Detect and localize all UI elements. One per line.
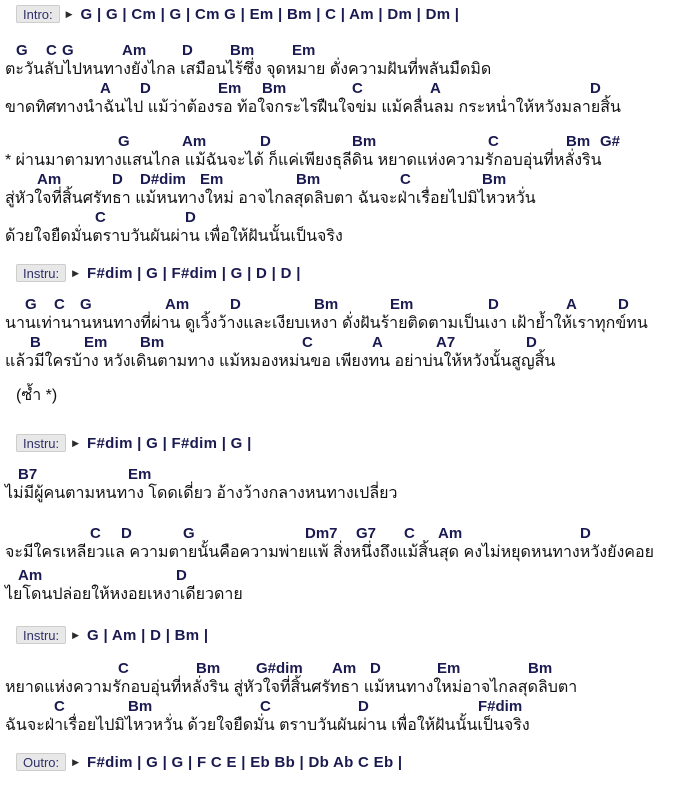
- chord: C: [302, 334, 313, 351]
- lyric-line: นานเท่านานหนทางที่ผ่าน ดูเวิ้งว้างและเงียบเหงา ดั่งฝันร้ายติดตามเป็นเงา เฝ้าย้ำให้เราทุกข์ทน: [5, 315, 648, 332]
- chord: G: [25, 296, 37, 313]
- chord: Am: [182, 133, 207, 150]
- chord-row: [0, 698, 680, 715]
- outro-section-badge[interactable]: [16, 753, 66, 771]
- chord: A: [372, 334, 383, 351]
- chord: D: [121, 525, 132, 542]
- chord: D: [176, 567, 187, 584]
- chord: D: [260, 133, 271, 150]
- lyric-line: จะมีใครเหลียวแล ความตายนั้นคือความพ่ายแพ้ สิ่งหนึ่งถึงแม้สิ้นสุด คงไม่หยุดหนทางหวังยังคอย: [5, 544, 654, 561]
- chord: G: [118, 133, 130, 150]
- chord: A: [100, 80, 111, 97]
- section-line-instru-3: [16, 625, 680, 645]
- chord: Bm: [482, 171, 507, 188]
- chord: Am: [37, 171, 62, 188]
- chord: Bm: [566, 133, 591, 150]
- chord: C: [488, 133, 499, 150]
- chord: Am: [122, 42, 147, 59]
- chord: D: [488, 296, 499, 313]
- play-arrow-icon[interactable]: ▶: [72, 267, 80, 278]
- chord: A: [566, 296, 577, 313]
- section-label: Intro:: [23, 6, 53, 22]
- lyric-line: ขาดทิศทางนำฉันไป แม้ว่าต้องรอ ท้อใจกระไรฝืนใจข่ม แม้คลื่นลม กระหน่ำให้หวังมลายสิ้น: [5, 99, 621, 116]
- chord: Bm: [196, 660, 221, 677]
- chord: Bm: [140, 334, 165, 351]
- chord: C: [95, 209, 106, 226]
- chord-row: [0, 171, 680, 188]
- section-label: Instru:: [23, 265, 60, 281]
- chord: Am: [18, 567, 43, 584]
- section-chord-bars: G | Am | D | Bm |: [87, 626, 209, 644]
- chord: Am: [165, 296, 190, 313]
- chord: Em: [292, 42, 316, 59]
- chord: Dm7: [305, 525, 338, 542]
- instru-2-section-badge[interactable]: [16, 434, 66, 452]
- section-chord-bars: F#dim | G | G | F C E | Eb Bb | Db Ab C Eb |: [87, 753, 403, 771]
- chord-row: [0, 567, 680, 584]
- chord: Bm: [230, 42, 255, 59]
- chord: G#: [600, 133, 621, 150]
- chord: Em: [128, 466, 152, 483]
- chord: D#dim: [140, 171, 186, 188]
- repeat-mark: (ซ้ำ *): [16, 387, 58, 404]
- chord: D: [370, 660, 381, 677]
- chord-sheet: [0, 4, 680, 772]
- chord: A7: [436, 334, 456, 351]
- chord: Em: [218, 80, 242, 97]
- lyric-line: * ผ่านมาตามทางแสนไกล แม้ฉันจะได้ ก็แค่เพียงธุลีดิน หยาดแห่งความรักอบอุ่นที่หลั่งริน: [5, 152, 602, 169]
- chord: C: [46, 42, 57, 59]
- chord: G: [80, 296, 92, 313]
- chord: Bm: [528, 660, 553, 677]
- chord: Am: [438, 525, 463, 542]
- lyric-line: ไม่มีผู้คนตามหนทาง โดดเดี่ยว อ้างว้างกลางหนทางเปลี่ยว: [5, 485, 398, 502]
- intro-section-badge[interactable]: [16, 5, 60, 23]
- chord: Em: [200, 171, 224, 188]
- lyric-line: สู่หัวใจที่สิ้นศรัทธา แม้หนทางใหม่ อาจไกลสุดลิบตา ฉันจะฝ่าเรื่อยไปมิไหวหวั่น: [5, 190, 536, 207]
- lyric-line: หยาดแห่งความรักอบอุ่นที่หลั่งริน สู่หัวใจที่สิ้นศรัทธา แม้หนทางใหม่อาจไกลสุดลิบตา: [5, 679, 578, 696]
- chord-row: [0, 42, 680, 59]
- section-chord-bars: F#dim | G | F#dim | G | D | D |: [87, 264, 301, 282]
- chord: G: [62, 42, 74, 59]
- chord: D: [590, 80, 601, 97]
- chord: C: [260, 698, 271, 715]
- chord: C: [400, 171, 411, 188]
- chord: D: [185, 209, 196, 226]
- section-label: Instru:: [23, 627, 60, 643]
- chord: F#dim: [478, 698, 523, 715]
- section-label: Outro:: [23, 754, 60, 770]
- chord: C: [404, 525, 415, 542]
- lyric-line: ด้วยใจยืดมั่นตราบวันผันผ่าน เพื่อให้ฝันนั้นเป็นจริง: [5, 228, 343, 245]
- section-label: Instru:: [23, 435, 60, 451]
- chord-row: [0, 334, 680, 351]
- play-arrow-icon[interactable]: ▶: [65, 8, 73, 19]
- chord: Em: [437, 660, 461, 677]
- chord: C: [54, 698, 65, 715]
- chord: Bm: [296, 171, 321, 188]
- section-line-intro: [16, 4, 680, 24]
- chord: D: [230, 296, 241, 313]
- section-chord-bars: G | G | Cm | G | Cm G | Em | Bm | C | Am | Dm | Dm |: [80, 5, 460, 23]
- instru-1-section-badge[interactable]: [16, 264, 66, 282]
- chord: D: [140, 80, 151, 97]
- chord: G7: [356, 525, 377, 542]
- chord-row: [0, 80, 680, 97]
- chord: C: [118, 660, 129, 677]
- chord: D: [526, 334, 537, 351]
- chord: D: [358, 698, 369, 715]
- section-line-outro: [16, 752, 680, 772]
- chord: G: [183, 525, 195, 542]
- chord: A: [430, 80, 441, 97]
- chord-row: [0, 660, 680, 677]
- chord: D: [618, 296, 629, 313]
- chord: C: [352, 80, 363, 97]
- chord-row: [0, 466, 680, 483]
- chord-row: [0, 525, 680, 542]
- chord: Em: [390, 296, 414, 313]
- chord: Am: [332, 660, 357, 677]
- chord: Bm: [128, 698, 153, 715]
- chord: G#dim: [256, 660, 303, 677]
- lyric-line: ไยโดนปล่อยให้หงอยเหงาเดียวดาย: [5, 586, 243, 603]
- chord-row: [0, 296, 680, 313]
- section-line-instru-2: [16, 433, 680, 453]
- play-arrow-icon[interactable]: ▶: [72, 629, 80, 640]
- play-arrow-icon[interactable]: ▶: [72, 756, 80, 767]
- chord: D: [580, 525, 591, 542]
- chord: D: [182, 42, 193, 59]
- chord: C: [54, 296, 65, 313]
- chord-row: [0, 133, 680, 150]
- lyric-line: ฉันจะฝ่าเรื่อยไปมิไหวหวั่น ด้วยใจยืดมั่น ตราบวันผันผ่าน เพื่อให้ฝันนั้นเป็นจริง: [5, 717, 530, 734]
- section-line-instru-1: [16, 263, 680, 283]
- section-chord-bars: F#dim | G | F#dim | G |: [87, 434, 252, 452]
- chord: B: [30, 334, 41, 351]
- chord: G: [16, 42, 28, 59]
- chord: Bm: [352, 133, 377, 150]
- chord: Em: [84, 334, 108, 351]
- play-arrow-icon[interactable]: ▶: [72, 437, 80, 448]
- chord: B7: [18, 466, 38, 483]
- instru-3-section-badge[interactable]: [16, 626, 66, 644]
- chord-row: [0, 209, 680, 226]
- chord: D: [112, 171, 123, 188]
- chord: Bm: [262, 80, 287, 97]
- lyric-line: แล้วมีใครบ้าง หวังเดินตามทาง แม้หมองหม่นขอ เพียงทน อย่าบ่นให้หวังนั้นสูญสิ้น: [5, 353, 556, 370]
- chord: C: [90, 525, 101, 542]
- lyric-line: ตะวันลับไปหนทางยังไกล เสมือนไร้ซึ่ง จุดหมาย ดั่งความฝันที่พลันมืดมิด: [5, 61, 492, 78]
- chord: Bm: [314, 296, 339, 313]
